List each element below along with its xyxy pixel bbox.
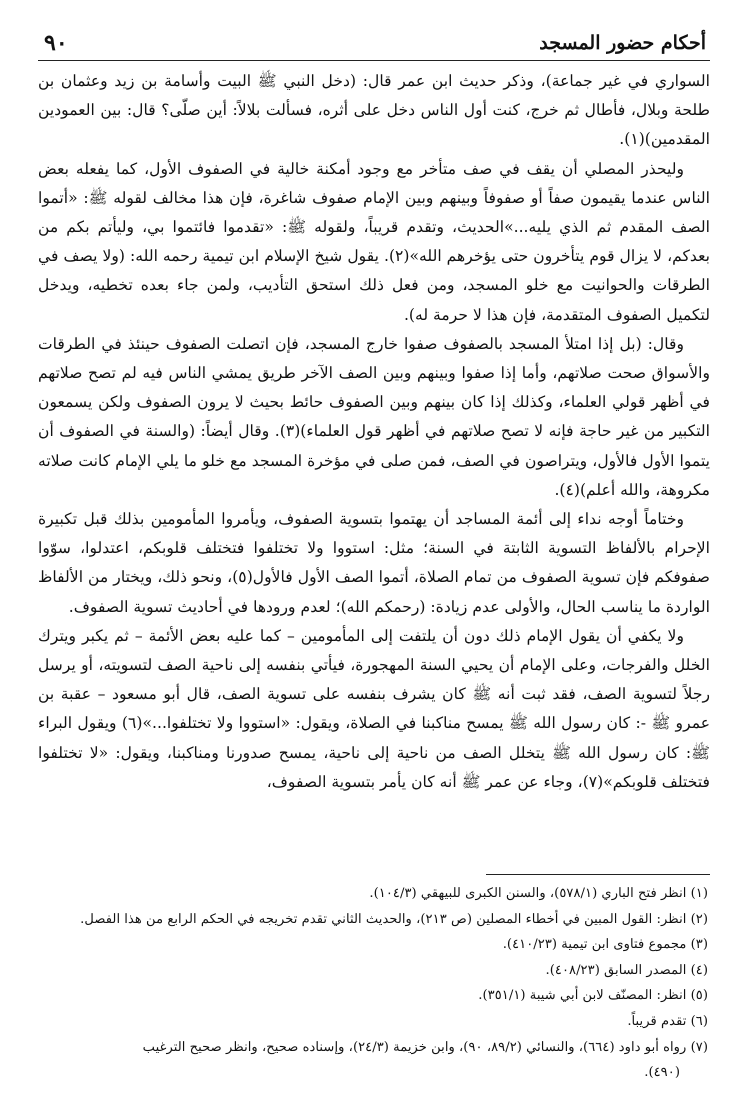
main-text — [38, 67, 710, 797]
footnote: (٤) المصدر السابق (٤٠٨/٢٣). — [545, 962, 708, 978]
footnotes — [38, 874, 710, 1086]
footnote: (٥) انظر: المصنّف لابن أبي شيبة (٣٥١/١). — [478, 988, 708, 1004]
paragraph: وليحذر المصلي أن يقف في صف متأخر مع وجود أمكنة خالية في الصفوف الأول، كما يفعله بعض الناس عندما يقيمون صفاً أو صفوفاً وبينهم وبين الإمام صفوف شاغرة، فإن هذا مخالف لقوله ﷺ: «أتموا الصف المقدم ثم الذي يليه...»الحديث، وتقدم قريباً، ولقوله ﷺ: «تقدموا فائتموا بي، وليأتم بكم من بعدكم، لا يزال قوم يتأخرون حتى يؤخرهم الله»(٢). يقول شيخ الإسلام ابن تيمية رحمه الله: (ولا يصف في الطرقات والحوانيت مع خلو المسجد، ومن فعل ذلك استحق التأديب، ولمن جاء بعده تخطيه، ويدخل لتكميل الصفوف المتقدمة، فإن هذا لا حرمة له). — [38, 159, 710, 324]
footnote: (١) انظر فتح الباري (٥٧٨/١)، والسنن الكبرى للبيهقي (١٠٤/٣). — [369, 886, 708, 901]
footnote: (٢) انظر: القول المبين في أخطاء المصلين (ص ٢١٣)، والحديث الثاني تقدم تخريجه في الحكم الرابع من هذا الفصل. — [80, 911, 708, 927]
page-header — [38, 26, 710, 61]
footnote: (٧) رواه أبو داود (٦٦٤)، والنسائي (٨٩/٢، ٩٠)، وابن خزيمة (٢٤/٣)، وإسناده صحيح، وانظر صحيح الترغيب — [142, 1039, 708, 1055]
footnote-divider — [486, 874, 710, 875]
book-page — [38, 26, 710, 1086]
paragraph: وقال: (بل إذا امتلأ المسجد بالصفوف صفوا خارج المسجد، فإن اتصلت الصفوف حينئذ في الطرقات والأسواق صحت صلاتهم، وأما إذا صفوا وبينهم وبين الصف الآخر طريق يمشي الناس فيه لم تصح صلاتهم في أظهر قولي العلماء، وكذلك إذا كان بينهم وبين الصفوف حائط بحيث لا يرون الصفوف ولكن يسمعون التكبير من غير حاجة فإنه لا تصح صلاتهم في أظهر قول العلماء)(٣). وقال أيضاً: (والسنة في الصفوف أن يتموا الأول فالأول، ويتراصون في الصف، فمن صلى في مؤخرة المسجد مع خلو ما يلي الإمام كانت صلاته مكروهة، والله أعلم)(٤). — [38, 334, 710, 499]
paragraph: وختاماً أوجه نداء إلى أئمة المساجد أن يهتموا بتسوية الصفوف، ويأمروا المأمومين بذلك قبل تكبيرة الإحرام بالألفاظ التسوية الثابتة في السنة؛ مثل: استووا ولا تختلفوا فتختلف قلوبكم، اعتدلوا، سوّوا صفوفكم فإن تسوية الصفوف من تمام الصلاة، أتموا الصف الأول فالأول(٥)، ونحو ذلك، ويختار من الألفاظ الواردة ما يناسب الحال، والأولى عدم زيادة: (رحمكم الله)؛ لعدم ورودها في أحاديث تسوية الصفوف. — [38, 510, 710, 616]
running-title: أحكام حضور المسجد — [539, 32, 706, 54]
paragraph: ولا يكفي أن يقول الإمام ذلك دون أن يلتفت إلى المأمومين – كما عليه بعض الأئمة – ثم يكبر ويترك الخلل والفرجات، وعلى الإمام أن يحيي السنة المهجورة، فيأتي بنفسه إلى ناحية الصف لتسويته، أو يرسل رجلاً لتسوية الصف، فقد ثبت أنه ﷺ كان يشرف بنفسه على تسوية الصف، قال أبو مسعود – عقبة بن عمرو ﷺ -: كان رسول الله ﷺ يمسح مناكبنا في الصلاة، ويقول: «استووا ولا تختلفوا...»(٦) ويقول البراء ﷺ: كان رسول الله ﷺ يتخلل الصف من ناحية إلى ناحية، يمسح صدورنا ومناكبنا، ويقول: «لا تختلفوا فتختلف قلوبكم»(٧)، وجاء عن عمر ﷺ أنه كان يأمر بتسوية الصفوف، — [38, 626, 711, 791]
footnote: (٦) تقدم قريباً. — [627, 1013, 708, 1029]
footnote: (٣) مجموع فتاوى ابن تيمية (٤١٠/٢٣). — [502, 937, 708, 953]
page-number: ٩٠ — [44, 30, 68, 56]
paragraph: السواري في غير جماعة)، وذكر حديث ابن عمر قال: (دخل النبي ﷺ البيت وأسامة بن زيد وعثمان بن طلحة وبلال، فأطال ثم خرج، كنت أول الناس دخل على أثره، فسألت بلالاً: أين صلّى؟ قال: بين العمودين المقدمين)(١). — [38, 72, 710, 149]
footnote-continuation: (٤٩٠). — [644, 1065, 680, 1081]
